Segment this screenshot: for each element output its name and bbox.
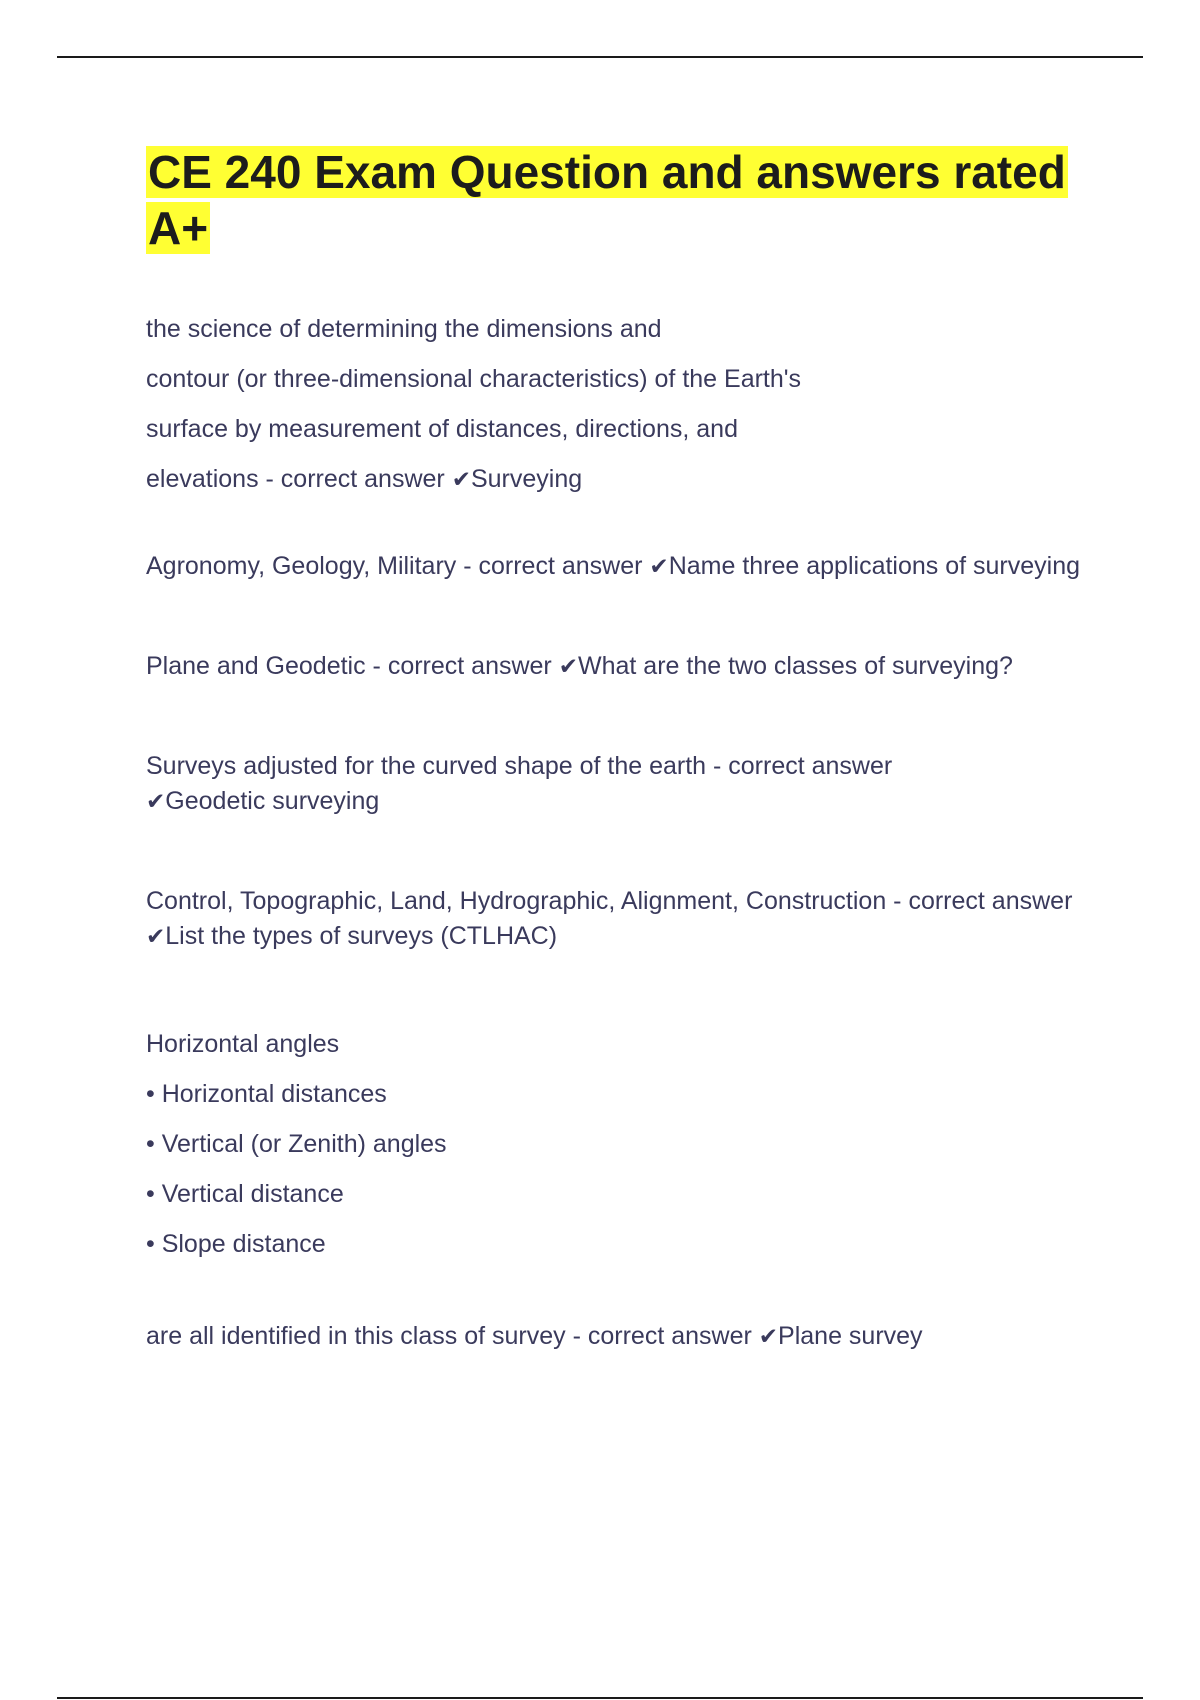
check-mark-icon: ✔ [146,788,166,814]
answer-text: Geodetic surveying [165,787,380,815]
check-mark-icon: ✔ [649,553,669,579]
question-text: Surveys adjusted for the curved shape of the earth - correct answer [146,752,893,780]
answer-text: Plane survey [778,1322,923,1350]
measurement-list [146,1019,1086,1269]
question-text: Control, Topographic, Land, Hydrographic, Alignment, Construction - correct answer [146,887,1073,915]
title-highlight: CE 240 Exam Question and answers rated A+ [148,146,1066,254]
qa-item-final [146,1319,1086,1354]
text-line: contour (or three-dimensional characteristics) of the Earth's [146,365,802,393]
text-line: surface by measurement of distances, directions, and [146,415,738,443]
list-item: • Vertical distance [146,1180,344,1208]
qa-item [146,549,1086,584]
check-mark-icon: ✔ [558,653,578,679]
list-item: Horizontal angles [146,1030,340,1058]
text-line: the science of determining the dimensions and [146,315,662,343]
qa-item [146,649,1086,684]
question-text: elevations - correct answer [146,465,452,493]
answer-text: Surveying [470,465,583,493]
bottom-rule [57,1697,1143,1699]
document-body [146,144,1086,1354]
answer-text: What are the two classes of surveying? [578,652,1013,680]
list-item: • Slope distance [146,1230,326,1258]
qa-item [146,749,1086,819]
qa-item [146,884,1086,954]
answer-text: Name three applications of surveying [668,552,1081,580]
top-rule [57,56,1143,58]
text-line-answer [146,454,1086,504]
list-item: • Vertical (or Zenith) angles [146,1130,447,1158]
question-text: Plane and Geodetic - correct answer [146,652,559,680]
check-mark-icon: ✔ [758,1323,779,1349]
question-text: are all identified in this class of survey - correct answer [146,1322,759,1350]
list-item: • Horizontal distances [146,1080,387,1108]
check-mark-icon: ✔ [146,923,166,949]
qa-block-surveying-definition [146,304,1086,504]
check-mark-icon: ✔ [451,466,471,492]
answer-text: List the types of surveys (CTLHAC) [165,922,558,950]
document-title [146,144,1086,256]
question-text: Agronomy, Geology, Military - correct answer [146,552,650,580]
